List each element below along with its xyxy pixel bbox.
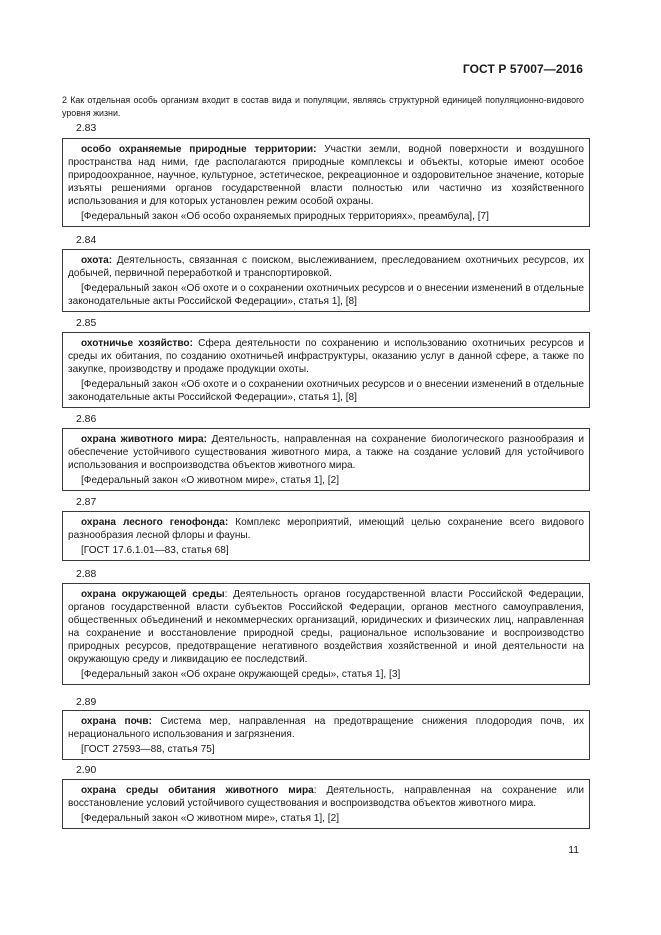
entry-number: 2.84 <box>76 235 97 246</box>
definition-box <box>62 428 590 491</box>
source-reference: [Федеральный закон «Об охоте и о сохранении охотничьих ресурсов и о внесении изменений в отдельные законодательные акты Российской Федерации», статья 1], [8] <box>68 283 584 307</box>
definition-text: : Деятельность, направленная на сохранение или восстановление условий устойчивого существования и воспроизводства объектов животного мира. <box>68 785 584 809</box>
term: охрана лесного генофонда: <box>81 517 229 528</box>
definition-box <box>62 779 590 829</box>
definition-box <box>62 138 590 227</box>
source-reference: [Федеральный закон «О животном мире», статья 1], [2] <box>81 475 340 486</box>
definition-text: Сфера деятельности по сохранению и использованию охотничьих ресурсов и среды их обитания, по созданию охотничьей инфраструктуры, оказанию услуг в данной сфере, а также по закупке, производству и продаже продукции охоты. <box>68 338 584 375</box>
entry-number: 2.85 <box>76 318 97 329</box>
term: охрана почв: <box>81 716 152 727</box>
definition-text: Система мер, направленная на предотвращение снижения плодородия почв, их нерационального использования и загрязнения. <box>68 716 584 740</box>
term: охрана среды обитания животного мира <box>81 785 314 796</box>
definition-text: Участки земли, водной поверхности и воздушного пространства над ними, где располагаются природные комплексы и объекты, которые имеют особое природоохранное, научное, культурное, эстетическое, рекреационное и оздоровительное значение, которые изъяты решениями органов государственной власти полностью или частично из хозяйственного использования и для которых установлен режим особой охраны. <box>68 144 584 207</box>
footnote: 2 Как отдельная особь организм входит в состав вида и популяции, являясь структурной единицей популяционно-видового уровня жизни. <box>62 95 584 118</box>
source-reference: [ГОСТ 17.6.1.01—83, статья 68] <box>81 545 229 556</box>
term: особо охраняемые природные территории: <box>81 144 317 155</box>
term: охрана животного мира: <box>81 434 207 445</box>
entry-number: 2.88 <box>76 569 97 580</box>
source-reference: [Федеральный закон «Об охране окружающей среды», статья 1], [3] <box>81 669 401 680</box>
definition-text: : Деятельность органов государственной власти Российской Федерации, органов государственной власти субъектов Российской Федерации, органов местного самоуправления, общественных объединений и некоммерческих организаций, юридических и физических лиц, направленная на сохранение и восстановление природной среды, рациональное использование и воспроизводство природных ресурсов, предотвращение негативного воздействия хозяйственной и иной деятельности на окружающую среду и ликвидацию ее последствий. <box>68 589 584 665</box>
term: охрана окружающей среды <box>81 589 225 600</box>
definition-box <box>62 710 590 760</box>
term: охота: <box>81 255 113 266</box>
definition-text: Деятельность, направленная на сохранение биологического разнообразия и обеспечение устойчивого существования животного мира, а также на создание условий для устойчивого использования и воспроизводства объектов животного мира. <box>68 434 584 471</box>
source-reference: [ГОСТ 27593—88, статья 75] <box>81 744 215 755</box>
entry-number: 2.86 <box>76 414 97 425</box>
entry-number: 2.89 <box>76 697 97 708</box>
definition-text: Деятельность, связанная с поиском, выслеживанием, преследованием охотничьих ресурсов, их добычей, первичной переработкой и транспортировкой. <box>68 255 584 279</box>
source-reference: [Федеральный закон «Об охоте и о сохранении охотничьих ресурсов и о внесении изменений в отдельные законодательные акты Российской Федерации», статья 1], [8] <box>68 379 584 403</box>
term: охотничье хозяйство: <box>81 338 193 349</box>
source-reference: [Федеральный закон «О животном мире», статья 1], [2] <box>81 813 340 824</box>
page-number: 11 <box>568 845 579 856</box>
definition-box <box>62 332 590 408</box>
definition-box <box>62 249 590 312</box>
definition-box <box>62 583 590 685</box>
entry-number: 2.90 <box>76 765 97 776</box>
standard-header: ГОСТ Р 57007—2016 <box>462 62 583 76</box>
entry-number: 2.83 <box>76 123 97 134</box>
definition-box <box>62 511 590 561</box>
entry-number: 2.87 <box>76 497 97 508</box>
definition-text: Комплекс мероприятий, имеющий целью сохранение всего видового разнообразия лесной флоры и фауны. <box>68 517 584 541</box>
source-reference: [Федеральный закон «Об особо охраняемых природных территориях», преамбула], [7] <box>81 211 489 222</box>
